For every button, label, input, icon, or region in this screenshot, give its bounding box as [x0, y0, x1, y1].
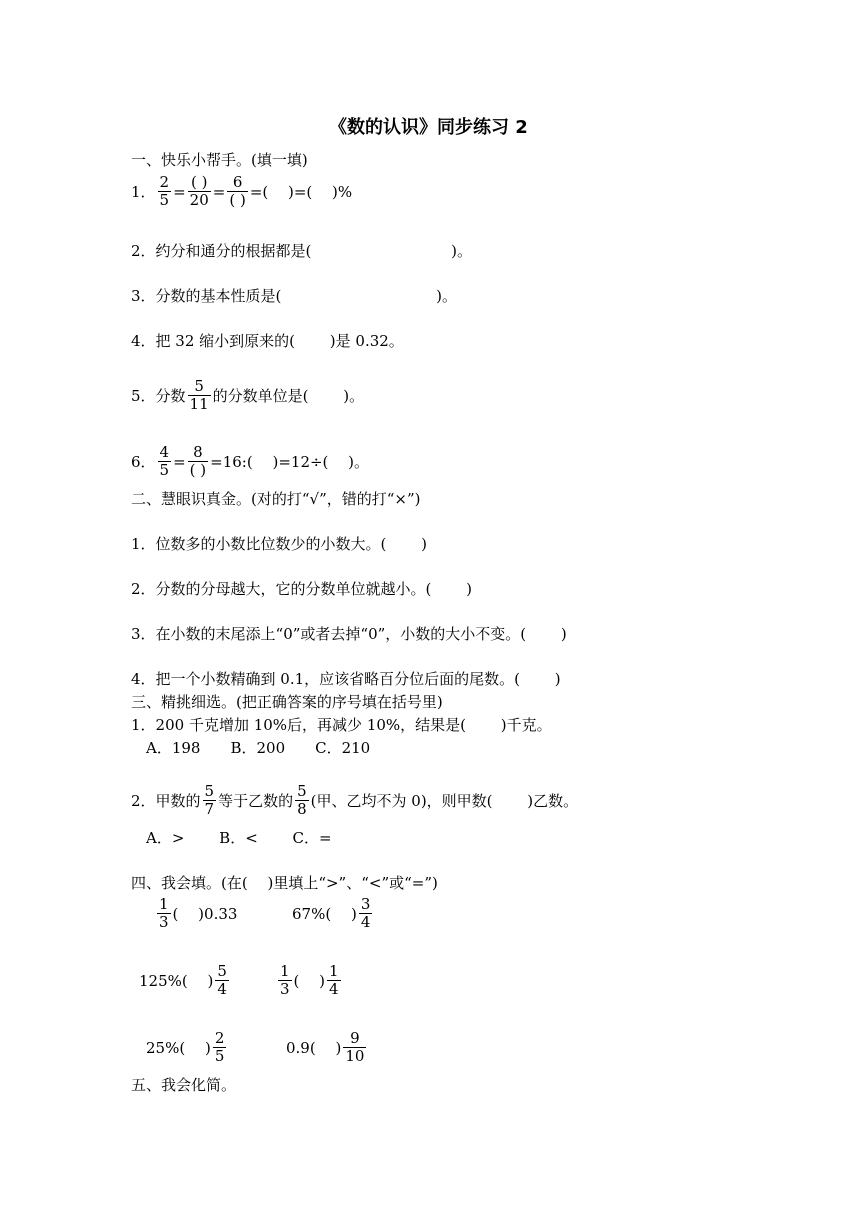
fraction: $\frac{6}{( )}$: [229, 173, 246, 209]
s3-q1: 1．200 千克增加 10%后，再减少 10%，结果是( )千克。: [131, 716, 552, 734]
section2-heading: 二、慧眼识真金。(对的打“√”，错的打“×”): [131, 490, 421, 508]
s3-q2: 2．甲数的 $\frac{5}{7}$ 等于乙数的 $\frac{5}{8}$ (甲、乙均不为 0)，则甲数( )乙数。: [131, 782, 579, 818]
s1-q1-tail: =( )=( )%: [249, 182, 353, 201]
fraction: $\frac{3}{4}$: [360, 895, 371, 931]
fraction: $\frac{( )}{20}$: [189, 173, 209, 209]
s1-q5: 5．分数 $\frac{5}{11}$ 的分数单位是( )。: [131, 377, 365, 413]
page-title: 《数的认识》同步练习 2: [329, 117, 528, 138]
s3-q2-options: A．> B．< C．=: [146, 829, 332, 847]
s4-r3a: 25%( ) $\frac{2}{5}$: [146, 1029, 225, 1065]
s1-q4: 4．把 32 缩小到原来的( )是 0.32。: [131, 332, 404, 350]
fraction: $\frac{5}{7}$: [204, 782, 215, 818]
s4-r3b: 0.9( ) $\frac{9}{10}$: [286, 1029, 365, 1065]
s1-q3: 3．分数的基本性质是( )。: [131, 287, 458, 305]
fraction: $\frac{1}{3}$: [280, 962, 290, 998]
s2-q2: 2．分数的分母越大，它的分数单位就越小。( ): [131, 580, 473, 598]
fraction: $\frac{2}{5}$: [214, 1029, 225, 1065]
section5-heading: 五、我会化简。: [131, 1076, 237, 1094]
fraction: $\frac{5}{4}$: [217, 962, 227, 998]
fraction: $\frac{4}{5}$: [159, 443, 170, 479]
fraction: $\frac{9}{10}$: [345, 1029, 365, 1065]
fraction: $\frac{5}{11}$: [189, 377, 209, 413]
s2-q3: 3．在小数的末尾添上“0”或者去掉“0”，小数的大小不变。( ): [131, 625, 567, 643]
s2-q4: 4．把一个小数精确到 0.1，应该省略百分位后面的尾数。( ): [131, 670, 561, 688]
fraction: $\frac{2}{5}$: [159, 173, 170, 209]
s1-q2: 2．约分和通分的根据都是( )。: [131, 242, 473, 260]
fraction: $\frac{8}{( )}$: [189, 443, 207, 479]
fraction: $\frac{1}{3}$: [159, 895, 169, 931]
section4-heading: 四、我会填。(在( )里填上“>”、“<”或“=”): [131, 874, 438, 892]
s4-r1b: 67%( ) $\frac{3}{4}$: [292, 895, 371, 931]
s1-q1: 1． $\frac{2}{5}$ = $\frac{( )}{20}$ = $\frac{6}{( )}$ =( )=( )%: [131, 173, 353, 209]
s4-r2a: 125%( ) $\frac{5}{4}$: [139, 962, 227, 998]
s1-q6: 6． $\frac{4}{5}$ = $\frac{8}{( )}$ =16:( )=12÷( )。: [131, 443, 370, 479]
s3-q1-options: A．198 B．200 C．210: [146, 739, 371, 757]
section1-heading: 一、快乐小帮手。(填一填): [131, 151, 308, 169]
fraction: $\frac{1}{4}$: [329, 962, 339, 998]
s4-r2b: $\frac{1}{3}$ ( ) $\frac{1}{4}$: [280, 962, 339, 998]
s1-q1-number: 1．: [131, 182, 156, 201]
s4-r1a: $\frac{1}{3}$ ( )0.33: [159, 895, 238, 931]
fraction: $\frac{5}{8}$: [297, 782, 307, 818]
s2-q1: 1．位数多的小数比位数少的小数大。( ): [131, 535, 428, 553]
section3-heading: 三、精挑细选。(把正确答案的序号填在括号里): [131, 693, 443, 711]
